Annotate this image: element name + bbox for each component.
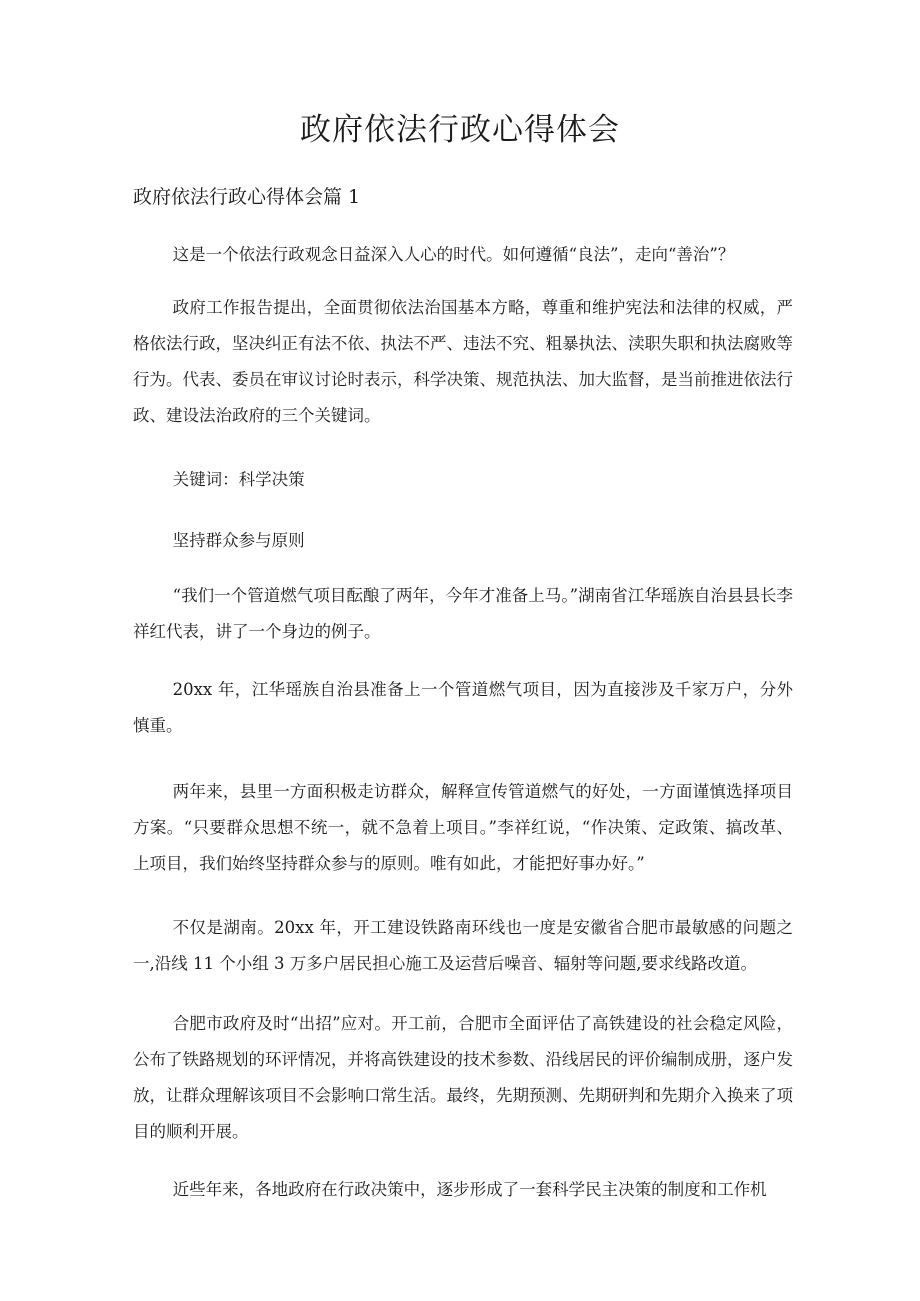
paragraph-hefei-railway: 不仅是湖南。20xx 年，开工建设铁路南环线也一度是安徽省合肥市最敏感的问题之一,沿线 11 个小组 3 万多户居民担心施工及运营后噪音、辐射等问题,要求线路改道。: [133, 918, 793, 973]
paragraph-intro: 这是一个依法行政观念日益深入人心的时代。如何遵循“良法”，走向“善治”？: [172, 245, 735, 264]
paragraph-hefei-response: 合肥市政府及时“出招”应对。开工前，合肥市全面评估了高铁建设的社会稳定风险，公布了铁路规划的环评情况，并将高铁建设的技术参数、沿线居民的评价编制成册，逐户发放，让群众理解该项目不会影响口常生活。最终，先期预测、先期研判和先期介入换来了项目的顺利开展。: [133, 1014, 793, 1141]
section-heading: 政府依法行政心得体会篇 1: [133, 186, 361, 208]
paragraph-quote: “我们一个管道燃气项目酝酿了两年，今年才准备上马。”湖南省江华瑶族自治县县长李祥红代表，讲了一个身边的例子。: [133, 586, 793, 641]
paragraph-keyword: 关键词：科学决策: [172, 470, 305, 489]
document-title: 政府依法行政心得体会: [300, 112, 620, 148]
paragraph-two-years: 两年来，县里一方面积极走访群众，解释宣传管道燃气的好处，一方面谨慎选择项目方案。“只要群众思想不统一，就不急着上项目。”李祥红说，“作决策、定政策、搞改革、上项目，我们始终坚持群众参与的原则。唯有如此，才能把好事办好。”: [133, 782, 793, 873]
paragraph-recent-years: 近些年来，各地政府在行政决策中，逐步形成了一套科学民主决策的制度和工作机: [172, 1180, 767, 1199]
paragraph-principle: 坚持群众参与原则: [172, 531, 305, 550]
paragraph-report: 政府工作报告提出，全面贯彻依法治国基本方略，尊重和维护宪法和法律的权威，严格依法行政，坚决纠正有法不依、执法不严、违法不究、粗暴执法、渎职失职和执法腐败等行为。代表、委员在审议讨论时表示，科学决策、规范执法、加大监督，是当前推进依法行政、建设法治政府的三个关键词。: [133, 298, 793, 425]
paragraph-gas-project: 20xx 年，江华瑶族自治县准备上一个管道燃气项目，因为直接涉及千家万户，分外慎重。: [133, 680, 793, 735]
